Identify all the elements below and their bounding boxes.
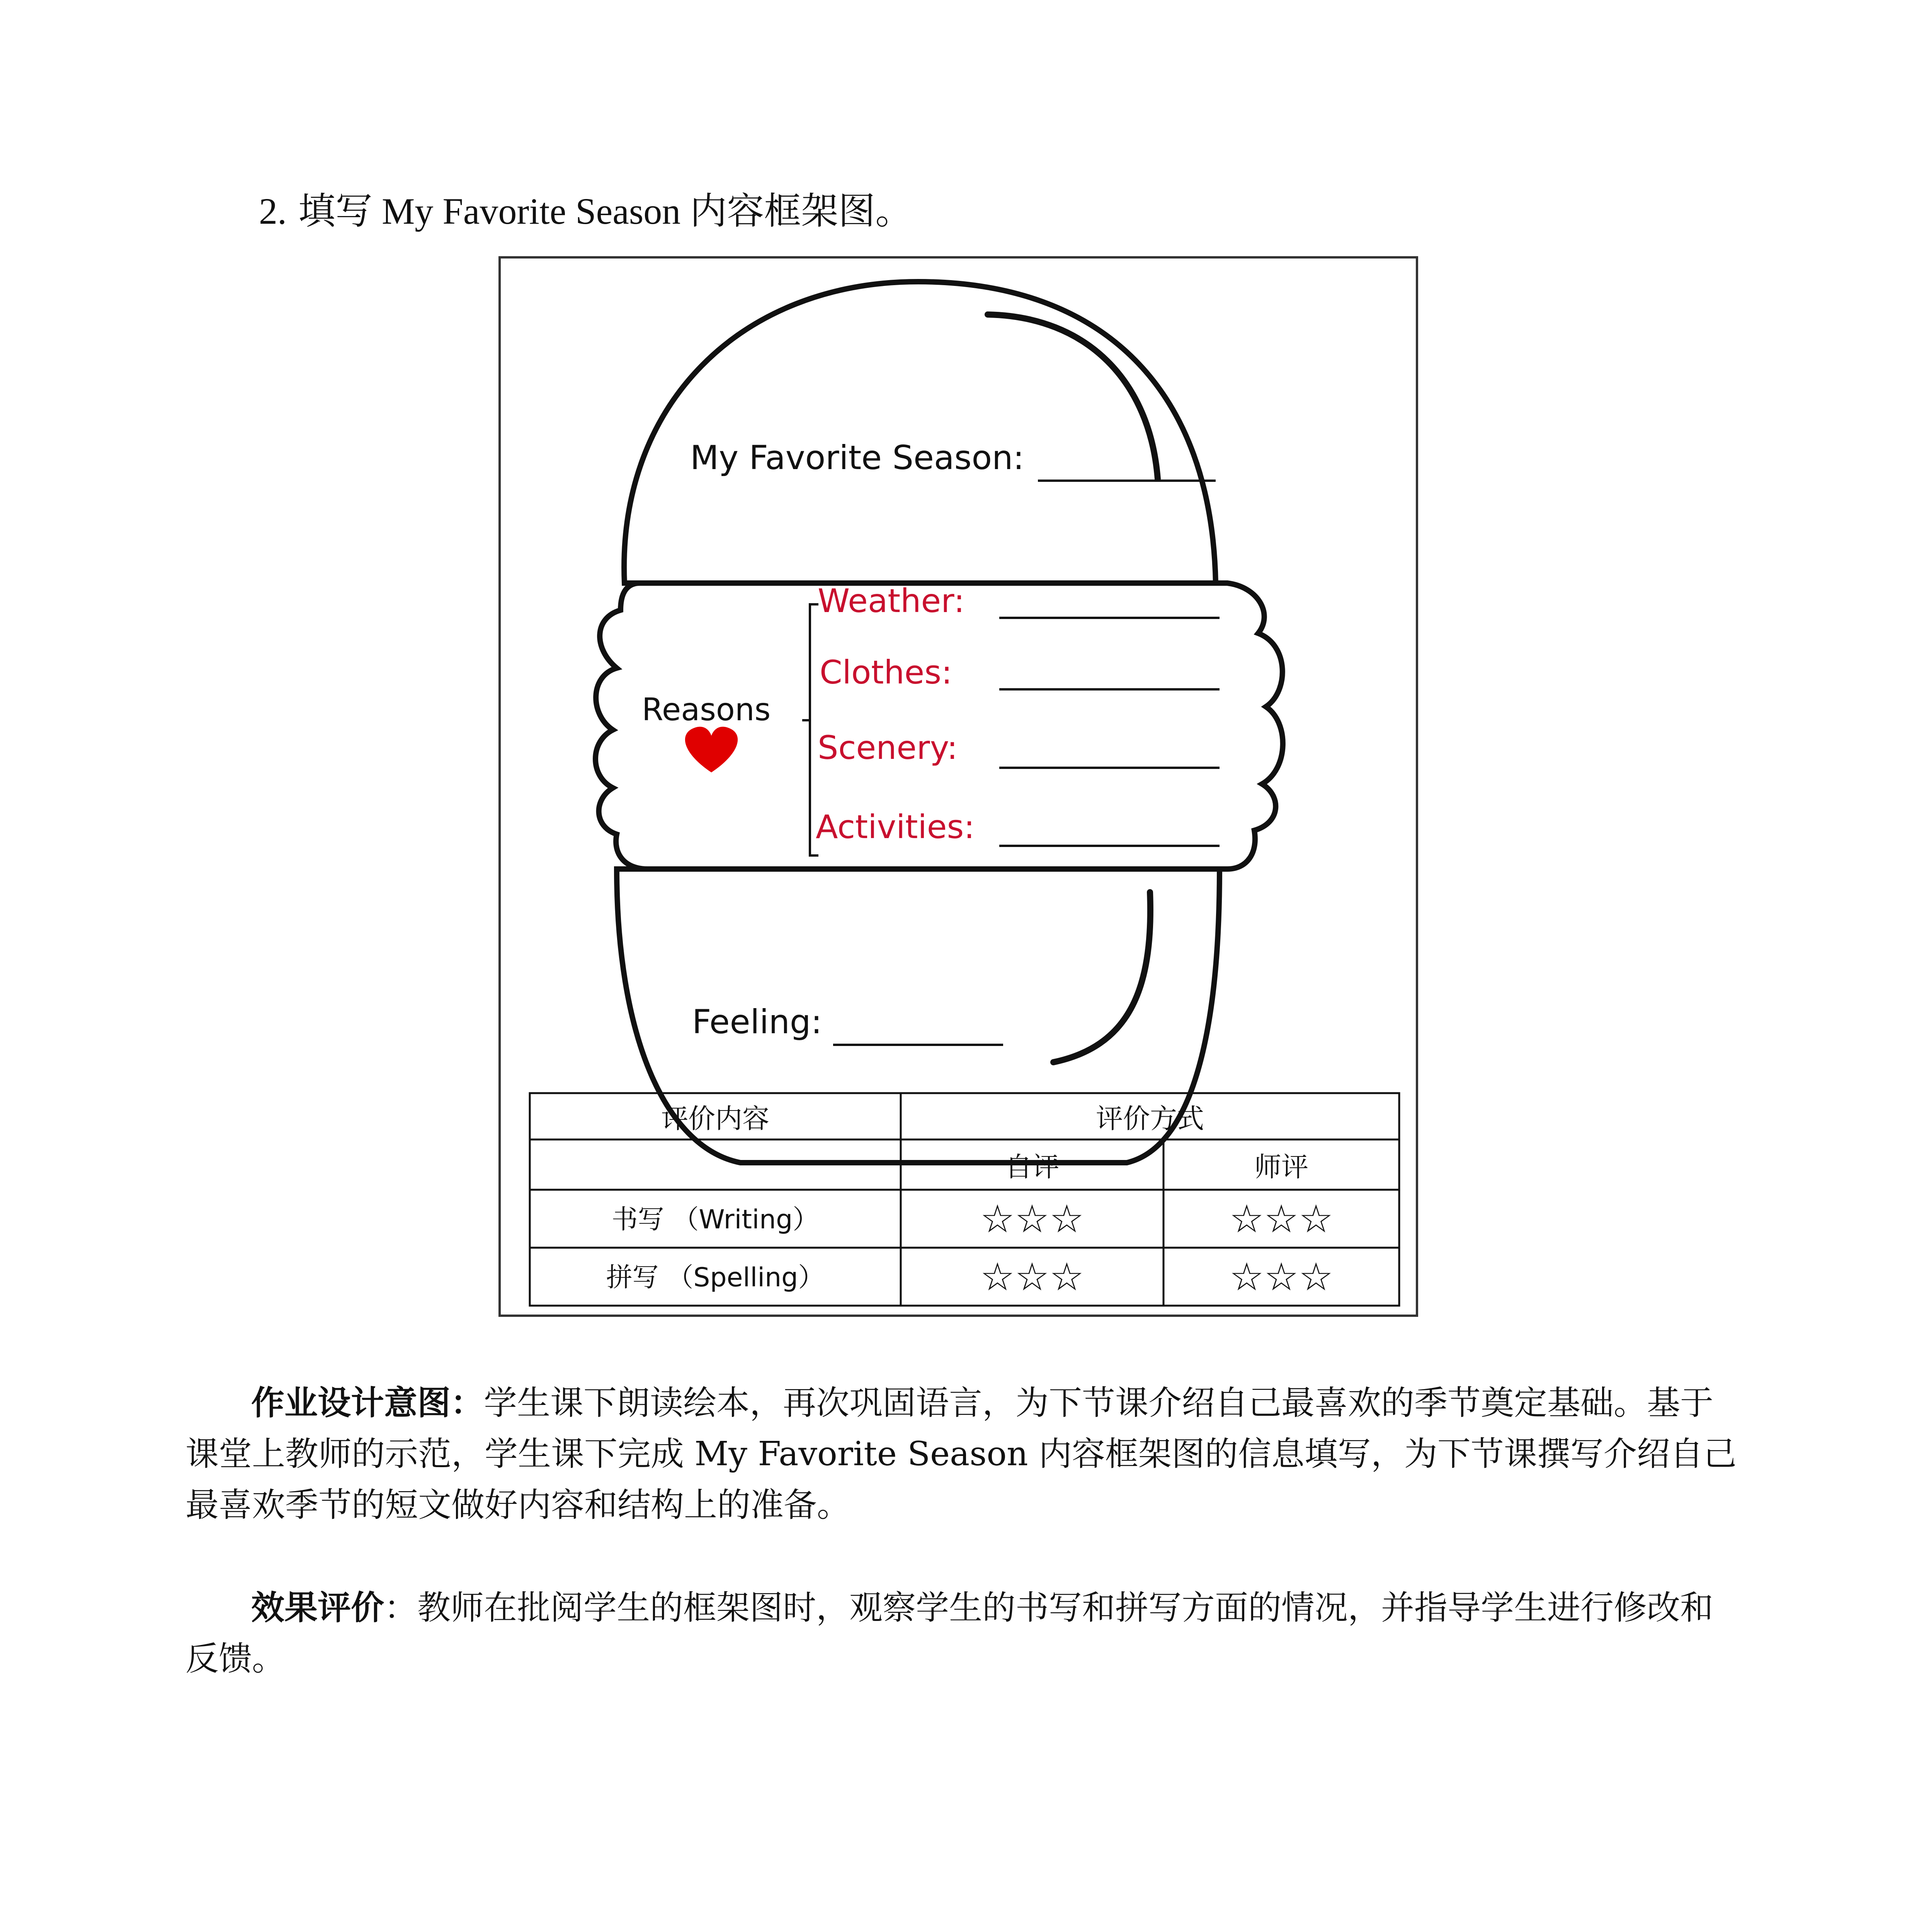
reason-label-activities: Activities: bbox=[816, 808, 975, 846]
design-intent-label: 作业设计意图： bbox=[251, 1383, 484, 1422]
design-intent-text: 学生课下朗读绘本，再次巩固语言，为下节课介绍自己最喜欢的季节奠定基础。基于课堂上教师的示范，学生课下完成 My Favorite Season 内容框架图的信息填写，为下节课撰写介绍自己最喜欢季节的短文做好内容和结构上的准备。 bbox=[185, 1384, 1737, 1524]
reason-label-weather: Weather: bbox=[818, 582, 965, 620]
effect-evaluation-paragraph bbox=[185, 1582, 1739, 1684]
reasons-label: Reasons bbox=[642, 692, 771, 728]
section-heading bbox=[259, 182, 912, 235]
table-header-method: 评价方式 bbox=[1096, 1103, 1204, 1134]
section-heading-text: 填写 My Favorite Season 内容框架图。 bbox=[298, 190, 913, 232]
feeling-label: Feeling: bbox=[692, 1003, 822, 1041]
diagram-title: My Favorite Season: bbox=[690, 439, 1024, 477]
section-number: 2. bbox=[259, 190, 287, 232]
table-header-content: 评价内容 bbox=[661, 1103, 769, 1134]
reason-label-clothes: Clothes: bbox=[820, 653, 953, 691]
design-intent-paragraph bbox=[185, 1378, 1739, 1531]
effect-evaluation-text: ：教师在批阅学生的框架图时，观察学生的书写和拼写方面的情况，并指导学生进行修改和反馈。 bbox=[185, 1588, 1713, 1678]
season-framework-figure bbox=[498, 256, 1418, 1317]
table-cell-teacher-writing: ☆☆☆ bbox=[1229, 1196, 1334, 1242]
table-cell-teacher-spelling: ☆☆☆ bbox=[1229, 1254, 1334, 1299]
table-subheader-teacher: 师评 bbox=[1254, 1151, 1308, 1183]
table-row-label-writing: 书写 （Writing） bbox=[611, 1204, 819, 1235]
table-row-label-spelling: 拼写 （Spelling） bbox=[606, 1262, 825, 1293]
table-cell-self-spelling: ☆☆☆ bbox=[980, 1254, 1084, 1299]
table-cell-self-writing: ☆☆☆ bbox=[980, 1196, 1084, 1242]
reason-label-scenery: Scenery: bbox=[818, 729, 958, 767]
top-bun bbox=[624, 282, 1216, 583]
table-subheader-self: 自评 bbox=[1005, 1151, 1059, 1183]
hamburger-diagram bbox=[501, 259, 1416, 1315]
effect-evaluation-label: 效果评价 bbox=[251, 1588, 384, 1627]
